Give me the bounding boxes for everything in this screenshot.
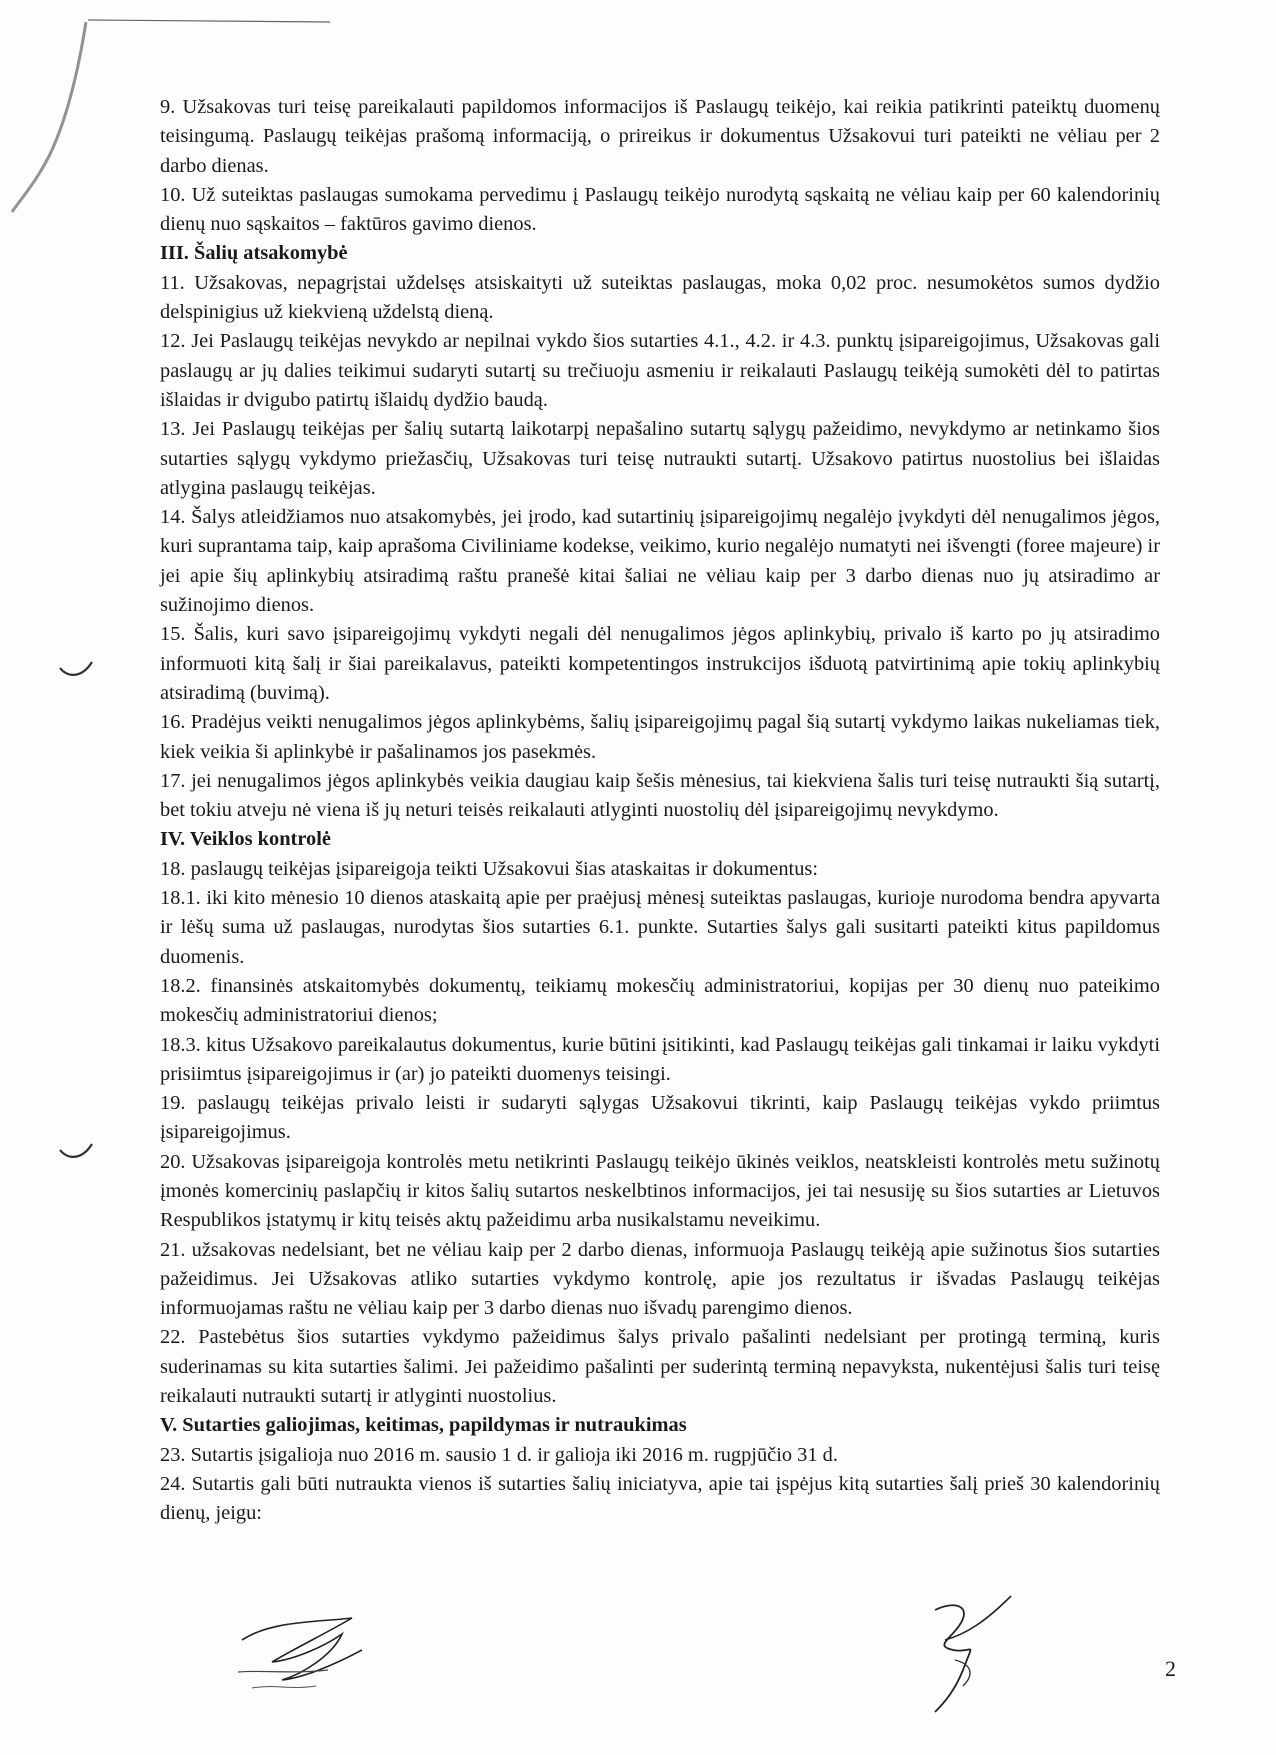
margin-tick-mark bbox=[58, 1142, 98, 1166]
section-heading: III. Šalių atsakomybė bbox=[160, 242, 348, 265]
paragraph: 22. Pastebėtus šios sutarties vykdymo pažeidimus šalys privalo pašalinti nedelsiant per protingą terminą, kuris suderinamas su kita sutarties šalimi. Jei pažeidimo pašalinti per suderintą terminą nepavyksta, nukentėjusi šalis turi teisę reikalauti nutraukti sutartį ir atlyginti nuostolius. bbox=[160, 1326, 1160, 1408]
paragraph: 18.1. iki kito mėnesio 10 dienos ataskaitą apie per praėjusį mėnesį suteiktas paslaugas, kurioje nurodoma bendra apyvarta ir lėšų suma už paslaugas, nurodytas šios sutarties 6.1. punkte. Sutarties šalys gali susitarti pateikti kitus papildomus duomenis. bbox=[160, 887, 1160, 968]
paragraph: 24. Sutartis gali būti nutraukta vienos iš sutarties šalių iniciatyva, apie tai įspėjus kitą sutarties šalį prieš 30 kalendorinių dienų, jeigu: bbox=[160, 1472, 1160, 1525]
paragraph: 13. Jei Paslaugų teikėjas per šalių sutartą laikotarpį nepašalino sutartų sąlygų pažeidimo, nevykdymo ar netinkamo šios sutarties sąlygų vykdymo priežasčių, Užsakovas turi teisę nutraukti sutartį. Užsakovo patirtus nuostolius bei išlaidas atlygina paslaugų teikėjas. bbox=[160, 418, 1160, 499]
paragraph: 23. Sutartis įsigalioja nuo 2016 m. sausio 1 d. ir galioja iki 2016 m. rugpjūčio 31 d. bbox=[160, 1443, 838, 1466]
margin-tick-mark bbox=[58, 660, 98, 684]
paragraph: 18. paslaugų teikėjas įsipareigoja teikti Užsakovui šias ataskaitas ir dokumentus: bbox=[160, 857, 819, 880]
signature-right bbox=[915, 1590, 1025, 1720]
paragraph: 18.2. finansinės atskaitomybės dokumentų, teikiamų mokesčių administratoriui, kopijas per 30 dienų nuo pateikimo mokesčių administratoriui dienos; bbox=[160, 974, 1160, 1027]
paragraph: 9. Užsakovas turi teisę pareikalauti papildomos informacijos iš Paslaugų teikėjo, kai reikia patikrinti pateiktų duomenų teisingumą. Paslaugų teikėjas prašomą informaciją, o prireikus ir dokumentus Užsakovui turi pateikti ne vėliau per 2 darbo dienas. bbox=[160, 96, 1160, 177]
paragraph: 10. Už suteiktas paslaugas sumokama pervedimu į Paslaugų teikėjo nurodytą sąskaitą ne vėliau kaip per 60 kalendorinių dienų nuo sąskaitos – faktūros gavimo dienos. bbox=[160, 183, 1160, 236]
paragraph: 15. Šalis, kuri savo įsipareigojimų vykdyti negali dėl nenugalimos jėgos aplinkybių, privalo iš karto po jų atsiradimo informuoti kitą šalį ir šiai pareikalavus, pateikti kompetentingos instrukcijos išduotą patvirtinimą apie tokių aplinkybių atsiradimą (buvimą). bbox=[160, 623, 1160, 704]
signature-left bbox=[232, 1600, 382, 1700]
section-heading: V. Sutarties galiojimas, keitimas, papildymas ir nutraukimas bbox=[160, 1414, 687, 1437]
paragraph: 17. jei nenugalimos jėgos aplinkybės veikia daugiau kaip šešis mėnesius, tai kiekviena šalis turi teisę nutraukti šią sutartį, bet tokiu atveju nė viena iš jų neturi teisės reikalauti atlyginti nuostolių dėl įsipareigojimų nevykdymo. bbox=[160, 769, 1160, 822]
paragraph: 16. Pradėjus veikti nenugalimos jėgos aplinkybėms, šalių įsipareigojimų pagal šią sutartį vykdymo laikas nukeliamas tiek, kiek veikia ši aplinkybė ir pašalinamos jos pasekmės. bbox=[160, 711, 1160, 763]
page-number: 2 bbox=[1165, 1656, 1176, 1681]
section-heading: IV. Veiklos kontrolė bbox=[160, 828, 331, 851]
paragraph: 12. Jei Paslaugų teikėjas nevykdo ar nepilnai vykdo šios sutarties 4.1., 4.2. ir 4.3. punktų įsipareigojimus, Užsakovas gali paslaugų ar jų dalies teikimui sudaryti sutartį su trečiuoju asmeniu ir reikalauti Paslaugų teikėją sumokėti dėl to patirtas išlaidas ir dvigubo patirtų išlaidų dydžio baudą. bbox=[160, 330, 1160, 411]
paragraph: 18.3. kitus Užsakovo pareikalautus dokumentus, kurie būtini įsitikinti, kad Paslaugų teikėjas gali tinkamai ir laiku vykdyti prisiimtus įsipareigojimus ir (ar) jo pateikti duomenys teisingi. bbox=[160, 1033, 1160, 1085]
paragraph: 21. užsakovas nedelsiant, bet ne vėliau kaip per 2 darbo dienas, informuoja Paslaugų teikėją apie sužinotus šios sutarties pažeidimus. Jei Užsakovas atliko sutarties vykdymo kontrolę, apie jos rezultatus ir išvadas Paslaugų teikėjas informuojamas raštu ne vėliau kaip per 3 darbo dienas nuo išvadų parengimo dienos. bbox=[160, 1238, 1160, 1320]
paragraph: 20. Užsakovas įsipareigoja kontrolės metu netikrinti Paslaugų teikėjo ūkinės veiklos, neatskleisti kontrolės metu sužinotų įmonės komercinių paslapčių ir kitos šalių sutartos neskelbtinos informacijos, jei tai nesusiję su šios sutarties ar Lietuvos Respublikos įstatymų ir kitų teisės aktų pažeidimu arba nusikalstamu neveikimu. bbox=[160, 1150, 1160, 1232]
paragraph: 19. paslaugų teikėjas privalo leisti ir sudaryti sąlygas Užsakovui tikrinti, kaip Paslaugų teikėjas vykdo priimtus įsipareigojimus. bbox=[160, 1092, 1160, 1144]
paragraph: 11. Užsakovas, nepagrįstai uždelsęs atsiskaityti už suteiktas paslaugas, moka 0,02 proc. nesumokėtos sumos dydžio delspinigius už kiekvieną uždelstą dieną. bbox=[160, 271, 1160, 324]
paragraph: 14. Šalys atleidžiamos nuo atsakomybės, jei įrodo, kad sutartinių įsipareigojimų negalėjo įvykdyti dėl nenugalimos jėgos, kuri suprantama taip, kaip aprašoma Civiliniame kodekse, veikimo, kurio negalėjo numatyti nei išvengti (foree majeure) ir jei apie šių aplinkybių atsiradimą raštu pranešė kitai šaliai ne vėliau kaip per 3 darbo dienas nuo jų atsiradimo ar sužinojimo dienos. bbox=[160, 506, 1160, 617]
document-body bbox=[160, 93, 1160, 1529]
